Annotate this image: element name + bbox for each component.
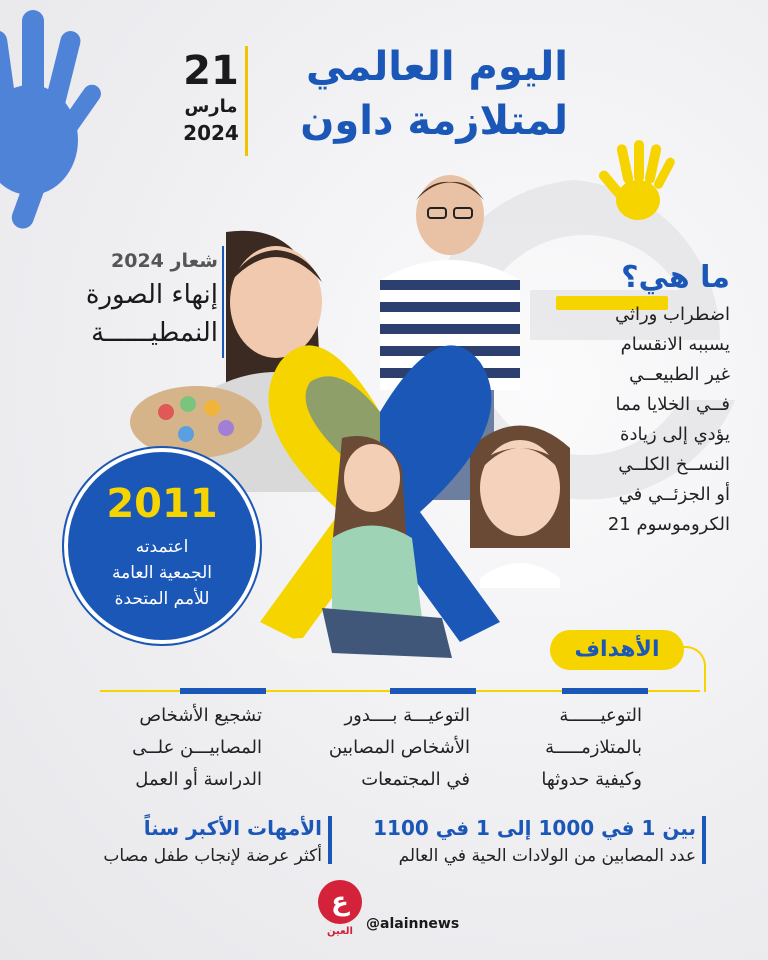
goal-tab: [562, 688, 648, 694]
blue-handprint-icon: [0, 10, 130, 240]
what-is-line: غير الطبيعــي: [629, 364, 730, 385]
date-block: [180, 48, 242, 146]
date-day: 21: [183, 48, 239, 94]
slogan-line-2: النمطيــــــة: [91, 318, 218, 348]
adoption-line-2: الجمعية العامة: [111, 563, 213, 583]
what-is-line: النســخ الكلــي: [618, 454, 730, 475]
goal-line: في المجتمعات: [361, 769, 470, 790]
goals-connector: [682, 646, 706, 692]
what-is-block: [570, 258, 730, 540]
goal-tab: [180, 688, 266, 694]
goal-item-2: [290, 700, 470, 796]
goal-line: تشجيع الأشخاص: [139, 705, 262, 726]
goal-line: التوعيــــــة: [559, 705, 642, 726]
alain-logo-icon: [318, 880, 362, 924]
what-is-line: يؤدي إلى زيادة: [620, 424, 730, 445]
adoption-text: [68, 534, 256, 612]
slogan-label: شعار 2024: [111, 250, 218, 272]
prevalence-sub: عدد المصابين من الولادات الحية في العالم: [398, 846, 696, 866]
stat-divider: [702, 816, 706, 864]
what-is-line: فــي الخلايا مما: [615, 394, 730, 415]
stat-divider: [328, 816, 332, 864]
goal-line: التوعيـــة بــــدور: [344, 705, 470, 726]
goal-line: المصابيـــن علــى: [132, 737, 262, 758]
logo-text: العين: [327, 926, 353, 937]
mothers-stat: [103, 814, 322, 870]
date-year: 2024: [183, 121, 239, 145]
what-is-body: [570, 300, 730, 540]
goal-line: الدراسة أو العمل: [135, 769, 262, 790]
un-adoption-badge: [64, 448, 260, 644]
what-is-line: يسببه الانقسام: [620, 334, 730, 355]
what-is-line: اضطراب وراثي: [614, 304, 730, 325]
social-handle[interactable]: @alainnews: [366, 916, 460, 932]
logo-letter: ع: [331, 887, 349, 917]
goal-tab: [390, 688, 476, 694]
slogan-line-1: إنهاء الصورة: [85, 280, 218, 310]
mothers-sub: أكثر عرضة لإنجاب طفل مصاب: [103, 846, 322, 866]
goal-item-3: [82, 700, 262, 796]
adoption-line-3: للأمم المتحدة: [114, 589, 210, 609]
goals-title: الأهداف: [550, 630, 684, 670]
goal-line: وكيفية حدوثها: [541, 769, 642, 790]
prevalence-head: بين 1 في 1000 إلى 1 في 1100: [373, 816, 696, 840]
what-is-line: أو الجزئــي في: [618, 484, 730, 505]
mothers-head: الأمهات الأكبر سناً: [143, 816, 322, 840]
goal-item-1: [462, 700, 642, 796]
prevalence-stat: [373, 814, 696, 870]
date-month: مارس: [184, 96, 238, 117]
goal-line: الأشخاص المصابين: [328, 737, 470, 758]
goal-line: بالمتلازمـــــة: [545, 737, 642, 758]
title-divider: [245, 46, 248, 156]
title-line-1: اليوم العالمي: [305, 44, 568, 90]
photo-girl-sitting: [272, 428, 462, 668]
page-title: [300, 40, 568, 148]
yellow-handprint-icon: [598, 138, 678, 228]
adoption-line-1: اعتمدته: [135, 537, 189, 557]
title-line-2: لمتلازمة داون: [300, 98, 568, 144]
adoption-year: 2011: [106, 481, 218, 527]
what-is-line: الكروموسوم 21: [607, 514, 730, 535]
what-is-title: ما هي؟: [621, 260, 730, 295]
